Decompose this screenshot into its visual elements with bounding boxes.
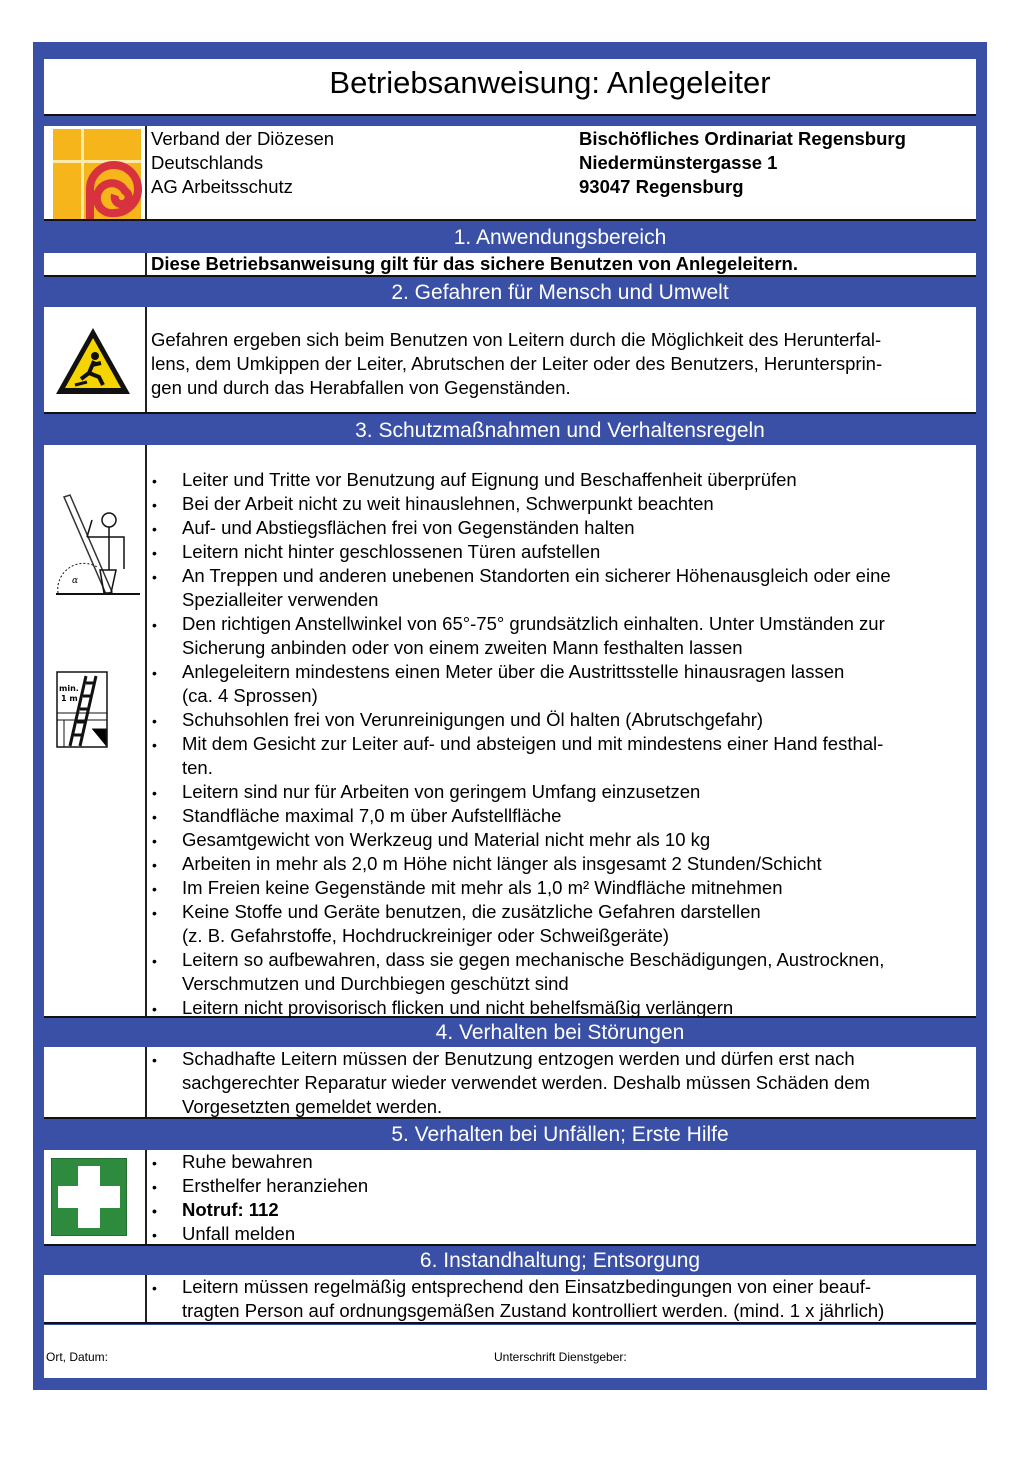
list-item	[147, 540, 976, 564]
list-item	[147, 996, 976, 1020]
icon-cell	[44, 307, 147, 412]
section-4-list	[147, 1047, 976, 1117]
list-item-line: Den richtigen Anstellwinkel von 65°-75° grundsätzlich einhalten. Unter Umständen zur	[182, 613, 885, 634]
list-item	[147, 900, 976, 948]
min-label: min.	[59, 684, 79, 693]
section-2-content	[147, 307, 976, 412]
employer-signature-field[interactable]: Unterschrift Dienstgeber:	[494, 1350, 627, 1364]
bullet-icon: •	[152, 1227, 157, 1243]
list-item-line: Vorgesetzten gemeldet werden.	[182, 1096, 443, 1117]
bullet-icon: •	[152, 473, 157, 489]
organization-header	[44, 126, 976, 221]
ladder-angle-figure-icon	[54, 487, 144, 617]
list-item-line: (ca. 4 Sprossen)	[182, 685, 318, 706]
diocese-logo-icon	[53, 129, 143, 219]
scope-text: Diese Betriebsanweisung gilt für das sichere Benutzen von Anlegeleitern.	[151, 253, 798, 274]
list-item-line: Anlegeleitern mindestens einen Meter über die Austrittsstelle hinausragen lassen	[182, 661, 845, 682]
list-item-line: Arbeiten in mehr als 2,0 m Höhe nicht länger als insgesamt 2 Stunden/Schicht	[182, 853, 822, 874]
header-address-line: 93047 Regensburg	[579, 176, 744, 197]
bullet-icon: •	[152, 1179, 157, 1195]
section-2-heading: 2. Gefahren für Mensch und Umwelt	[391, 281, 729, 304]
hazard-text-line: lens, dem Umkippen der Leiter, Abrutschen der Leiter oder des Benutzers, Heruntersprin-	[151, 353, 883, 374]
bullet-icon: •	[152, 617, 157, 633]
list-item-line: Leitern so aufbewahren, dass sie gegen mechanische Beschädigungen, Austrocknen,	[182, 949, 885, 970]
list-item-line: Schuhsohlen frei von Verunreinigungen und Öl halten (Abrutschgefahr)	[182, 709, 764, 730]
empty-cell	[44, 1047, 147, 1117]
section-2-body	[44, 307, 976, 414]
section-5-list	[147, 1150, 976, 1244]
list-item-line: Leiter und Tritte vor Benutzung auf Eignung und Beschaffenheit überprüfen	[182, 469, 797, 490]
header-address-line: Bischöfliches Ordinariat Regensburg	[579, 128, 906, 149]
list-item-line: Mit dem Gesicht zur Leiter auf- und absteigen und mit mindestens einer Hand festhal-	[182, 733, 884, 754]
title-box	[44, 59, 976, 116]
list-item-line: Ruhe bewahren	[182, 1151, 313, 1172]
ladder-min-1m-figure-icon	[56, 671, 108, 751]
list-item	[147, 1222, 976, 1246]
header-org-line: Deutschlands	[151, 152, 264, 173]
bullet-icon: •	[152, 809, 157, 825]
list-item-line: Schadhafte Leitern müssen der Benutzung entzogen werden und dürfen erst nach	[182, 1048, 855, 1069]
list-item-line: Verschmutzen und Durchbiegen geschützt sind	[182, 973, 569, 994]
list-item	[147, 732, 976, 780]
signature-footer	[44, 1325, 976, 1378]
section-3-heading: 3. Schutzmaßnahmen und Verhaltensregeln	[355, 419, 765, 442]
bullet-icon: •	[152, 857, 157, 873]
icon-cell	[44, 1150, 147, 1244]
bullet-icon: •	[152, 737, 157, 753]
list-item-line: Spezialleiter verwenden	[182, 589, 379, 610]
angle-label: α	[72, 576, 79, 586]
list-item	[147, 468, 976, 492]
section-3-list	[147, 445, 976, 1016]
one-meter-label: 1 m	[61, 694, 78, 703]
list-item	[147, 612, 976, 660]
fall-hazard-warning-icon	[53, 325, 133, 397]
list-item	[147, 1275, 976, 1323]
bullet-icon: •	[152, 521, 157, 537]
section-1-body	[44, 253, 976, 277]
list-item	[147, 876, 976, 900]
logo-cell	[44, 126, 147, 219]
list-item-line: Standfläche maximal 7,0 m über Aufstellfläche	[182, 805, 562, 826]
list-item	[147, 828, 976, 852]
bullet-icon: •	[152, 1001, 157, 1017]
header-org-line: Verband der Diözesen	[151, 128, 335, 149]
list-item-line: Sicherung anbinden oder von einem zweiten Mann festhalten lassen	[182, 637, 743, 658]
section-3-body	[44, 445, 976, 1018]
list-item-line: Leitern müssen regelmäßig entsprechend den Einsatzbedingungen von einer beauf-	[182, 1276, 872, 1297]
list-item	[147, 1198, 976, 1222]
list-item	[147, 1047, 976, 1119]
list-item-line: Leitern sind nur für Arbeiten von geringem Umfang einzusetzen	[182, 781, 701, 802]
bullet-icon: •	[152, 665, 157, 681]
bullet-icon: •	[152, 953, 157, 969]
list-item-line: Unfall melden	[182, 1223, 296, 1244]
page-title: Betriebsanweisung: Anlegeleiter	[329, 65, 771, 100]
bullet-icon: •	[152, 713, 157, 729]
list-item	[147, 516, 976, 540]
list-item-line: Auf- und Abstiegsflächen frei von Gegenständen halten	[182, 517, 635, 538]
bullet-icon: •	[152, 785, 157, 801]
empty-cell	[44, 1275, 147, 1322]
bullet-icon: •	[152, 545, 157, 561]
header-content	[147, 126, 976, 219]
list-item	[147, 804, 976, 828]
figure-cell	[44, 445, 147, 1016]
place-date-field[interactable]: Ort, Datum:	[46, 1350, 109, 1364]
list-item-line: Notruf: 112	[182, 1199, 279, 1220]
header-address-line: Niedermünstergasse 1	[579, 152, 778, 173]
section-1-heading: 1. Anwendungsbereich	[453, 226, 667, 249]
section-5-heading: 5. Verhalten bei Unfällen; Erste Hilfe	[391, 1123, 729, 1146]
list-item-line: (z. B. Gefahrstoffe, Hochdruckreiniger oder Schweißgeräte)	[182, 925, 670, 946]
section-1-content	[147, 253, 976, 275]
list-item-line: An Treppen und anderen unebenen Standorten ein sicherer Höhenausgleich oder eine	[182, 565, 891, 586]
list-item-line: sachgerechter Reparatur wieder verwendet werden. Deshalb müssen Schäden dem	[182, 1072, 870, 1093]
bullet-icon: •	[152, 497, 157, 513]
list-item	[147, 948, 976, 996]
list-item-line: Bei der Arbeit nicht zu weit hinauslehnen, Schwerpunkt beachten	[182, 493, 714, 514]
list-item	[147, 492, 976, 516]
empty-cell	[44, 253, 147, 275]
list-item	[147, 1150, 976, 1174]
section-6-list	[147, 1275, 976, 1322]
list-item-line: Gesamtgewicht von Werkzeug und Material nicht mehr als 10 kg	[182, 829, 711, 850]
list-item	[147, 708, 976, 732]
list-item-line: tragten Person auf ordnungsgemäßen Zustand kontrolliert werden. (mind. 1 x jährlich)	[182, 1300, 885, 1321]
section-6-body	[44, 1275, 976, 1324]
section-4-heading: 4. Verhalten bei Störungen	[435, 1021, 685, 1044]
list-item-line: Keine Stoffe und Geräte benutzen, die zusätzliche Gefahren darstellen	[182, 901, 761, 922]
list-item	[147, 660, 976, 708]
list-item-line: ten.	[182, 757, 213, 778]
section-5-body	[44, 1150, 976, 1246]
list-item-line: Leitern nicht hinter geschlossenen Türen aufstellen	[182, 541, 601, 562]
section-4-body	[44, 1047, 976, 1119]
hazard-text-line: Gefahren ergeben sich beim Benutzen von Leitern durch die Möglichkeit des Herunterfal-	[151, 329, 882, 350]
bullet-icon: •	[152, 1203, 157, 1219]
bullet-icon: •	[152, 1280, 157, 1296]
list-item-line: Leitern nicht provisorisch flicken und nicht behelfsmäßig verlängern	[182, 997, 734, 1018]
bullet-icon: •	[152, 905, 157, 921]
list-item	[147, 780, 976, 804]
bullet-icon: •	[152, 833, 157, 849]
hazard-text-line: gen und durch das Herabfallen von Gegenständen.	[151, 377, 571, 398]
bullet-icon: •	[152, 1052, 157, 1068]
bullet-icon: •	[152, 881, 157, 897]
list-item-line: Ersthelfer heranziehen	[182, 1175, 369, 1196]
list-item	[147, 852, 976, 876]
first-aid-cross-icon	[51, 1158, 127, 1236]
list-item	[147, 564, 976, 612]
list-item-line: Im Freien keine Gegenstände mit mehr als 1,0 m² Windfläche mitnehmen	[182, 877, 783, 898]
list-item	[147, 1174, 976, 1198]
bullet-icon: •	[152, 1155, 157, 1171]
bullet-icon: •	[152, 569, 157, 585]
section-6-heading: 6. Instandhaltung; Entsorgung	[419, 1249, 701, 1272]
header-org-line: AG Arbeitsschutz	[151, 176, 293, 197]
